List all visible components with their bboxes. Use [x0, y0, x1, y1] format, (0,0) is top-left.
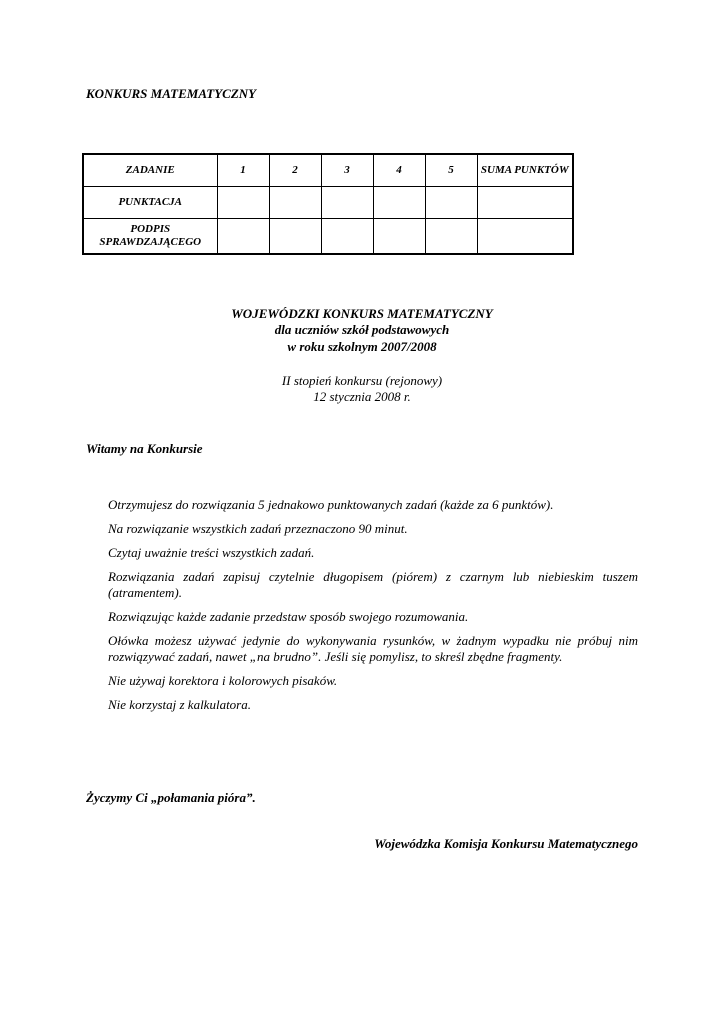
contest-audience: dla uczniów szkół podstawowych	[274, 322, 450, 337]
score-table-cell-task-1: 1	[217, 154, 269, 187]
committee-signature: Wojewódzka Komisja Konkursu Matematycznego	[374, 836, 638, 851]
score-table-points-cell[interactable]	[321, 187, 373, 219]
score-table-points-cell[interactable]	[269, 187, 321, 219]
score-table-cell-task-2: 2	[269, 154, 321, 187]
score-table-points-cell[interactable]	[425, 187, 477, 219]
instruction-item: Rozwiązując każde zadanie przedstaw sposób swojego rozumowania.	[108, 609, 469, 624]
score-table-signature-cell[interactable]	[425, 219, 477, 255]
score-table-points-label: PUNKTACJA	[83, 187, 217, 219]
page-header-title: KONKURS MATEMATYCZNY	[86, 86, 257, 101]
instructions-list	[108, 497, 638, 721]
closing-wish: Życzymy Ci „połamania pióra”.	[86, 790, 256, 805]
score-table-points-cell[interactable]	[217, 187, 269, 219]
score-table-cell-task-3: 3	[321, 154, 373, 187]
score-table-signature-cell[interactable]	[321, 219, 373, 255]
score-table-points-cell[interactable]	[373, 187, 425, 219]
score-table-points-total-cell[interactable]	[477, 187, 573, 219]
contest-stage: II stopień konkursu (rejonowy)	[281, 373, 443, 388]
score-table	[82, 153, 574, 255]
score-table-signature-cell[interactable]	[217, 219, 269, 255]
score-table-cell-task-4: 4	[373, 154, 425, 187]
instruction-item: Na rozwiązanie wszystkich zadań przeznaczono 90 minut.	[108, 521, 408, 536]
score-table-header-row	[83, 154, 573, 187]
instruction-item: Nie korzystaj z kalkulatora.	[108, 697, 251, 712]
instruction-item: Otrzymujesz do rozwiązania 5 jednakowo punktowanych zadań (każde za 6 punktów).	[108, 497, 554, 512]
score-table-cell-task-5: 5	[425, 154, 477, 187]
score-table-cell-total: SUMA PUNKTÓW	[477, 154, 573, 187]
score-table-signature-total-cell[interactable]	[477, 219, 573, 255]
score-table-signature-row	[83, 219, 573, 255]
contest-date: 12 stycznia 2008 r.	[313, 389, 411, 404]
score-table-points-row	[83, 187, 573, 219]
instruction-item: Ołówka możesz używać jedynie do wykonywania rysunków, w żadnym wypadku nie próbuj nim rozwiązywać zadań, nawet „na brudno”. Jeśli się pomylisz, to skreśl zbędne fragmenty.	[108, 633, 638, 664]
score-table-cell-task-label: ZADANIE	[83, 154, 217, 187]
instruction-item: Rozwiązania zadań zapisuj czytelnie długopisem (piórem) z czarnym lub niebieskim tuszem (atramentem).	[108, 569, 638, 600]
instruction-item: Nie używaj korektora i kolorowych pisaków.	[108, 673, 338, 688]
score-table-signature-cell[interactable]	[373, 219, 425, 255]
score-table-signature-cell[interactable]	[269, 219, 321, 255]
contest-title: WOJEWÓDZKI KONKURS MATEMATYCZNY	[231, 306, 493, 321]
welcome-heading: Witamy na Konkursie	[86, 441, 203, 456]
instruction-item: Czytaj uważnie treści wszystkich zadań.	[108, 545, 315, 560]
contest-school-year: w roku szkolnym 2007/2008	[287, 339, 437, 354]
score-table-signature-label: PODPIS SPRAWDZAJĄCEGO	[83, 219, 217, 255]
